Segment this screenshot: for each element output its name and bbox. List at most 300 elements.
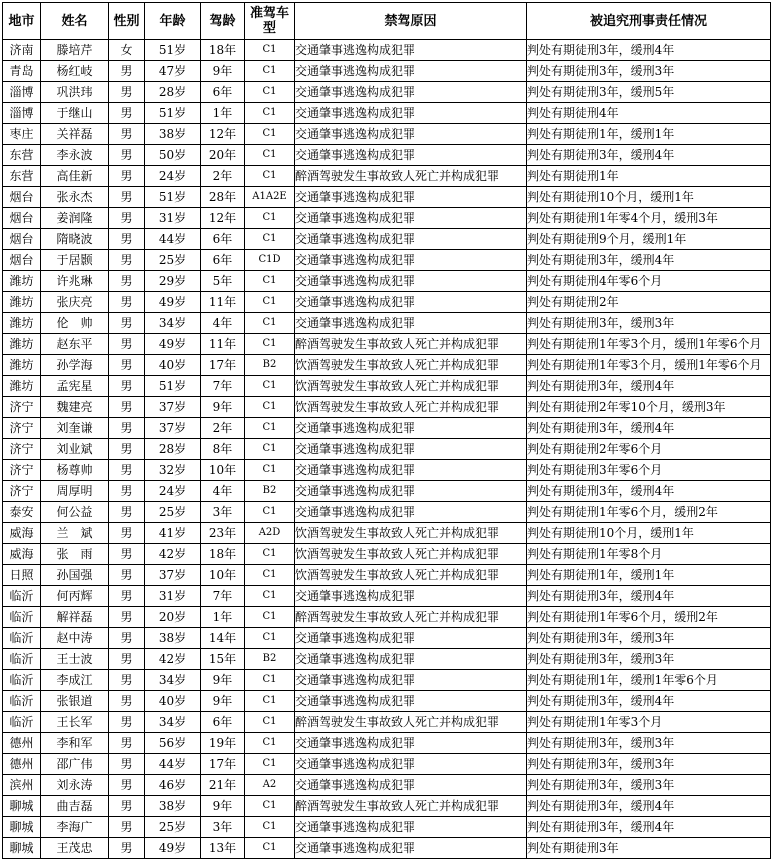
- table-row: [3, 397, 771, 418]
- cell-city: 潍坊: [3, 313, 41, 334]
- cell-age: 34岁: [145, 670, 201, 691]
- cell-license-class: C1: [245, 271, 295, 292]
- table-row: [3, 250, 771, 271]
- cell-driving-years: 3年: [201, 502, 245, 523]
- cell-city: 威海: [3, 523, 41, 544]
- cell-city: 德州: [3, 733, 41, 754]
- cell-city: 临沂: [3, 649, 41, 670]
- cell-license-class: C1: [245, 670, 295, 691]
- table-row: [3, 334, 771, 355]
- cell-city: 临沂: [3, 628, 41, 649]
- cell-age: 40岁: [145, 355, 201, 376]
- cell-age: 47岁: [145, 61, 201, 82]
- cell-gender: 男: [109, 607, 145, 628]
- cell-license-class: C1: [245, 439, 295, 460]
- table-row: [3, 628, 771, 649]
- cell-criminal-liability: 判处有期徒刑3年，缓刑4年: [527, 418, 771, 439]
- cell-age: 37岁: [145, 565, 201, 586]
- cell-gender: 男: [109, 439, 145, 460]
- cell-gender: 男: [109, 649, 145, 670]
- cell-license-class: C1: [245, 796, 295, 817]
- cell-name: 杨尊帅: [41, 460, 109, 481]
- cell-ban-reason: 交通肇事逃逸构成犯罪: [295, 82, 527, 103]
- cell-age: 46岁: [145, 775, 201, 796]
- cell-driving-years: 17年: [201, 754, 245, 775]
- cell-driving-years: 6年: [201, 229, 245, 250]
- cell-city: 临沂: [3, 607, 41, 628]
- cell-name: 周厚明: [41, 481, 109, 502]
- table-row: [3, 376, 771, 397]
- cell-gender: 男: [109, 187, 145, 208]
- cell-ban-reason: 饮酒驾驶发生事故致人死亡并构成犯罪: [295, 397, 527, 418]
- cell-age: 44岁: [145, 229, 201, 250]
- cell-license-class: C1: [245, 313, 295, 334]
- cell-criminal-liability: 判处有期徒刑3年，缓刑3年: [527, 733, 771, 754]
- cell-license-class: C1: [245, 124, 295, 145]
- cell-license-class: C1: [245, 502, 295, 523]
- cell-gender: 男: [109, 460, 145, 481]
- cell-gender: 男: [109, 271, 145, 292]
- cell-name: 关祥磊: [41, 124, 109, 145]
- cell-name: 隋晓波: [41, 229, 109, 250]
- cell-age: 41岁: [145, 523, 201, 544]
- cell-age: 25岁: [145, 250, 201, 271]
- cell-gender: 男: [109, 733, 145, 754]
- cell-name: 许兆琳: [41, 271, 109, 292]
- cell-city: 济宁: [3, 481, 41, 502]
- cell-gender: 男: [109, 754, 145, 775]
- cell-driving-years: 8年: [201, 439, 245, 460]
- cell-license-class: C1: [245, 838, 295, 859]
- cell-license-class: C1: [245, 82, 295, 103]
- cell-driving-years: 1年: [201, 607, 245, 628]
- cell-city: 潍坊: [3, 292, 41, 313]
- cell-city: 济宁: [3, 439, 41, 460]
- cell-ban-reason: 饮酒驾驶发生事故致人死亡并构成犯罪: [295, 523, 527, 544]
- cell-city: 潍坊: [3, 271, 41, 292]
- cell-age: 49岁: [145, 334, 201, 355]
- cell-ban-reason: 交通肇事逃逸构成犯罪: [295, 628, 527, 649]
- cell-name: 杨红岐: [41, 61, 109, 82]
- cell-city: 济宁: [3, 397, 41, 418]
- cell-ban-reason: 交通肇事逃逸构成犯罪: [295, 292, 527, 313]
- cell-ban-reason: 交通肇事逃逸构成犯罪: [295, 670, 527, 691]
- cell-criminal-liability: 判处有期徒刑3年，缓刑4年: [527, 40, 771, 61]
- cell-age: 44岁: [145, 754, 201, 775]
- cell-gender: 男: [109, 103, 145, 124]
- cell-gender: 男: [109, 292, 145, 313]
- banned-drivers-table: [2, 2, 771, 859]
- cell-ban-reason: 醉酒驾驶发生事故致人死亡并构成犯罪: [295, 712, 527, 733]
- cell-driving-years: 9年: [201, 691, 245, 712]
- cell-gender: 男: [109, 796, 145, 817]
- header-row: [3, 3, 771, 40]
- cell-driving-years: 9年: [201, 670, 245, 691]
- cell-license-class: C1: [245, 712, 295, 733]
- table-row: [3, 145, 771, 166]
- cell-name: 张银道: [41, 691, 109, 712]
- cell-age: 37岁: [145, 418, 201, 439]
- cell-age: 32岁: [145, 460, 201, 481]
- cell-license-class: A2D: [245, 523, 295, 544]
- cell-license-class: C1: [245, 691, 295, 712]
- cell-ban-reason: 交通肇事逃逸构成犯罪: [295, 145, 527, 166]
- cell-name: 王士波: [41, 649, 109, 670]
- cell-driving-years: 4年: [201, 313, 245, 334]
- cell-age: 42岁: [145, 649, 201, 670]
- cell-license-class: C1: [245, 103, 295, 124]
- cell-age: 56岁: [145, 733, 201, 754]
- cell-name: 孙国强: [41, 565, 109, 586]
- cell-ban-reason: 醉酒驾驶发生事故致人死亡并构成犯罪: [295, 334, 527, 355]
- cell-driving-years: 18年: [201, 544, 245, 565]
- table-row: [3, 502, 771, 523]
- cell-ban-reason: 交通肇事逃逸构成犯罪: [295, 418, 527, 439]
- cell-name: 于继山: [41, 103, 109, 124]
- cell-age: 38岁: [145, 628, 201, 649]
- cell-driving-years: 6年: [201, 82, 245, 103]
- cell-gender: 男: [109, 229, 145, 250]
- header-driving-years: 驾龄: [201, 3, 245, 40]
- cell-driving-years: 4年: [201, 481, 245, 502]
- cell-gender: 男: [109, 481, 145, 502]
- cell-gender: 男: [109, 523, 145, 544]
- cell-license-class: C1: [245, 145, 295, 166]
- cell-license-class: B2: [245, 355, 295, 376]
- table-row: [3, 418, 771, 439]
- cell-license-class: A2: [245, 775, 295, 796]
- cell-gender: 男: [109, 355, 145, 376]
- cell-city: 济宁: [3, 460, 41, 481]
- cell-age: 25岁: [145, 817, 201, 838]
- cell-name: 兰 斌: [41, 523, 109, 544]
- cell-name: 孙学海: [41, 355, 109, 376]
- cell-ban-reason: 交通肇事逃逸构成犯罪: [295, 61, 527, 82]
- cell-name: 何公益: [41, 502, 109, 523]
- cell-driving-years: 6年: [201, 712, 245, 733]
- header-gender: 性别: [109, 3, 145, 40]
- cell-ban-reason: 醉酒驾驶发生事故致人死亡并构成犯罪: [295, 166, 527, 187]
- table-row: [3, 271, 771, 292]
- cell-driving-years: 1年: [201, 103, 245, 124]
- header-age: 年龄: [145, 3, 201, 40]
- cell-name: 刘永涛: [41, 775, 109, 796]
- cell-age: 51岁: [145, 376, 201, 397]
- cell-license-class: C1: [245, 418, 295, 439]
- cell-criminal-liability: 判处有期徒刑10个月，缓刑1年: [527, 187, 771, 208]
- cell-license-class: A1A2E: [245, 187, 295, 208]
- cell-license-class: C1D: [245, 250, 295, 271]
- table-row: [3, 292, 771, 313]
- cell-ban-reason: 交通肇事逃逸构成犯罪: [295, 271, 527, 292]
- cell-name: 张庆亮: [41, 292, 109, 313]
- cell-license-class: C1: [245, 376, 295, 397]
- cell-criminal-liability: 判处有期徒刑3年，缓刑4年: [527, 796, 771, 817]
- cell-age: 50岁: [145, 145, 201, 166]
- cell-ban-reason: 饮酒驾驶发生事故致人死亡并构成犯罪: [295, 544, 527, 565]
- table-row: [3, 481, 771, 502]
- table-row: [3, 208, 771, 229]
- cell-criminal-liability: 判处有期徒刑3年，缓刑3年: [527, 754, 771, 775]
- header-ban-reason: 禁驾原因: [295, 3, 527, 40]
- cell-city: 聊城: [3, 817, 41, 838]
- cell-name: 王长军: [41, 712, 109, 733]
- table-row: [3, 607, 771, 628]
- cell-driving-years: 23年: [201, 523, 245, 544]
- cell-driving-years: 20年: [201, 145, 245, 166]
- cell-license-class: C1: [245, 733, 295, 754]
- cell-license-class: C1: [245, 292, 295, 313]
- cell-criminal-liability: 判处有期徒刑1年零4个月，缓刑3年: [527, 208, 771, 229]
- table-row: [3, 355, 771, 376]
- cell-ban-reason: 交通肇事逃逸构成犯罪: [295, 250, 527, 271]
- cell-gender: 男: [109, 124, 145, 145]
- cell-driving-years: 6年: [201, 250, 245, 271]
- cell-ban-reason: 交通肇事逃逸构成犯罪: [295, 208, 527, 229]
- cell-age: 49岁: [145, 292, 201, 313]
- cell-age: 31岁: [145, 208, 201, 229]
- table-row: [3, 817, 771, 838]
- cell-license-class: C1: [245, 586, 295, 607]
- cell-gender: 男: [109, 313, 145, 334]
- cell-ban-reason: 饮酒驾驶发生事故致人死亡并构成犯罪: [295, 376, 527, 397]
- cell-driving-years: 7年: [201, 586, 245, 607]
- cell-name: 姜润隆: [41, 208, 109, 229]
- cell-name: 李和军: [41, 733, 109, 754]
- cell-license-class: B2: [245, 481, 295, 502]
- cell-criminal-liability: 判处有期徒刑3年，缓刑4年: [527, 817, 771, 838]
- cell-criminal-liability: 判处有期徒刑1年零6个月，缓刑2年: [527, 607, 771, 628]
- cell-driving-years: 21年: [201, 775, 245, 796]
- cell-age: 42岁: [145, 544, 201, 565]
- cell-license-class: C1: [245, 628, 295, 649]
- table-row: [3, 166, 771, 187]
- table-row: [3, 670, 771, 691]
- cell-driving-years: 9年: [201, 61, 245, 82]
- cell-gender: 男: [109, 502, 145, 523]
- cell-gender: 男: [109, 397, 145, 418]
- table-row: [3, 460, 771, 481]
- cell-ban-reason: 交通肇事逃逸构成犯罪: [295, 775, 527, 796]
- table-body: [3, 40, 771, 859]
- header-city: 地市: [3, 3, 41, 40]
- cell-ban-reason: 交通肇事逃逸构成犯罪: [295, 481, 527, 502]
- cell-name: 张永杰: [41, 187, 109, 208]
- cell-criminal-liability: 判处有期徒刑9个月，缓刑1年: [527, 229, 771, 250]
- cell-city: 东营: [3, 166, 41, 187]
- cell-age: 37岁: [145, 397, 201, 418]
- cell-license-class: B2: [245, 649, 295, 670]
- cell-gender: 男: [109, 418, 145, 439]
- cell-name: 魏建亮: [41, 397, 109, 418]
- header-license-class: 准驾车型: [245, 3, 295, 40]
- table-row: [3, 754, 771, 775]
- cell-ban-reason: 交通肇事逃逸构成犯罪: [295, 754, 527, 775]
- cell-age: 34岁: [145, 712, 201, 733]
- cell-name: 刘业斌: [41, 439, 109, 460]
- cell-name: 孟宪星: [41, 376, 109, 397]
- cell-criminal-liability: 判处有期徒刑2年零6个月: [527, 439, 771, 460]
- cell-criminal-liability: 判处有期徒刑2年零10个月，缓刑3年: [527, 397, 771, 418]
- cell-age: 25岁: [145, 502, 201, 523]
- cell-criminal-liability: 判处有期徒刑3年，缓刑4年: [527, 145, 771, 166]
- cell-gender: 男: [109, 334, 145, 355]
- cell-license-class: C1: [245, 817, 295, 838]
- cell-age: 31岁: [145, 586, 201, 607]
- table-row: [3, 796, 771, 817]
- cell-license-class: C1: [245, 754, 295, 775]
- cell-criminal-liability: 判处有期徒刑3年，缓刑3年: [527, 775, 771, 796]
- cell-city: 日照: [3, 565, 41, 586]
- table-row: [3, 733, 771, 754]
- cell-license-class: C1: [245, 166, 295, 187]
- cell-ban-reason: 交通肇事逃逸构成犯罪: [295, 838, 527, 859]
- cell-age: 40岁: [145, 691, 201, 712]
- table-row: [3, 40, 771, 61]
- cell-gender: 男: [109, 61, 145, 82]
- cell-gender: 男: [109, 82, 145, 103]
- cell-ban-reason: 交通肇事逃逸构成犯罪: [295, 124, 527, 145]
- cell-ban-reason: 交通肇事逃逸构成犯罪: [295, 817, 527, 838]
- cell-gender: 男: [109, 208, 145, 229]
- cell-gender: 男: [109, 775, 145, 796]
- cell-driving-years: 2年: [201, 418, 245, 439]
- cell-criminal-liability: 判处有期徒刑3年，缓刑4年: [527, 691, 771, 712]
- cell-gender: 男: [109, 166, 145, 187]
- cell-driving-years: 11年: [201, 334, 245, 355]
- cell-age: 29岁: [145, 271, 201, 292]
- cell-city: 烟台: [3, 187, 41, 208]
- table-row: [3, 439, 771, 460]
- cell-ban-reason: 饮酒驾驶发生事故致人死亡并构成犯罪: [295, 565, 527, 586]
- cell-ban-reason: 交通肇事逃逸构成犯罪: [295, 40, 527, 61]
- cell-age: 28岁: [145, 439, 201, 460]
- cell-city: 济南: [3, 40, 41, 61]
- cell-name: 赵中涛: [41, 628, 109, 649]
- cell-gender: 男: [109, 817, 145, 838]
- cell-license-class: C1: [245, 460, 295, 481]
- table-row: [3, 544, 771, 565]
- cell-ban-reason: 交通肇事逃逸构成犯罪: [295, 649, 527, 670]
- cell-age: 24岁: [145, 481, 201, 502]
- cell-name: 曲吉磊: [41, 796, 109, 817]
- cell-age: 51岁: [145, 103, 201, 124]
- cell-ban-reason: 交通肇事逃逸构成犯罪: [295, 439, 527, 460]
- cell-city: 聊城: [3, 796, 41, 817]
- cell-name: 于居颢: [41, 250, 109, 271]
- cell-criminal-liability: 判处有期徒刑2年: [527, 292, 771, 313]
- cell-ban-reason: 交通肇事逃逸构成犯罪: [295, 502, 527, 523]
- cell-city: 淄博: [3, 103, 41, 124]
- cell-city: 临沂: [3, 691, 41, 712]
- cell-criminal-liability: 判处有期徒刑10个月，缓刑1年: [527, 523, 771, 544]
- cell-criminal-liability: 判处有期徒刑4年零6个月: [527, 271, 771, 292]
- cell-criminal-liability: 判处有期徒刑3年，缓刑3年: [527, 649, 771, 670]
- cell-city: 烟台: [3, 250, 41, 271]
- cell-driving-years: 12年: [201, 208, 245, 229]
- table-row: [3, 187, 771, 208]
- cell-city: 滨州: [3, 775, 41, 796]
- cell-age: 20岁: [145, 607, 201, 628]
- cell-gender: 男: [109, 544, 145, 565]
- cell-gender: 男: [109, 586, 145, 607]
- cell-driving-years: 12年: [201, 124, 245, 145]
- table-row: [3, 523, 771, 544]
- cell-criminal-liability: 判处有期徒刑3年零6个月: [527, 460, 771, 481]
- cell-driving-years: 3年: [201, 817, 245, 838]
- cell-age: 28岁: [145, 82, 201, 103]
- cell-driving-years: 2年: [201, 166, 245, 187]
- cell-criminal-liability: 判处有期徒刑3年，缓刑3年: [527, 313, 771, 334]
- cell-driving-years: 10年: [201, 565, 245, 586]
- header-criminal-liability: 被追究刑事责任情况: [527, 3, 771, 40]
- cell-city: 东营: [3, 145, 41, 166]
- table-row: [3, 61, 771, 82]
- cell-criminal-liability: 判处有期徒刑3年，缓刑4年: [527, 481, 771, 502]
- cell-city: 德州: [3, 754, 41, 775]
- cell-driving-years: 10年: [201, 460, 245, 481]
- cell-ban-reason: 交通肇事逃逸构成犯罪: [295, 187, 527, 208]
- cell-criminal-liability: 判处有期徒刑3年，缓刑3年: [527, 628, 771, 649]
- cell-age: 51岁: [145, 187, 201, 208]
- cell-license-class: C1: [245, 40, 295, 61]
- cell-gender: 男: [109, 670, 145, 691]
- header-name: 姓名: [41, 3, 109, 40]
- cell-age: 24岁: [145, 166, 201, 187]
- cell-gender: 男: [109, 376, 145, 397]
- cell-city: 泰安: [3, 502, 41, 523]
- cell-ban-reason: 交通肇事逃逸构成犯罪: [295, 313, 527, 334]
- cell-criminal-liability: 判处有期徒刑3年，缓刑3年: [527, 61, 771, 82]
- cell-city: 临沂: [3, 670, 41, 691]
- cell-city: 聊城: [3, 838, 41, 859]
- cell-criminal-liability: 判处有期徒刑1年零6个月，缓刑2年: [527, 502, 771, 523]
- cell-criminal-liability: 判处有期徒刑1年，缓刑1年: [527, 565, 771, 586]
- cell-criminal-liability: 判处有期徒刑3年: [527, 838, 771, 859]
- cell-name: 高佳新: [41, 166, 109, 187]
- cell-name: 李成江: [41, 670, 109, 691]
- cell-driving-years: 9年: [201, 397, 245, 418]
- table-row: [3, 691, 771, 712]
- cell-driving-years: 13年: [201, 838, 245, 859]
- cell-driving-years: 5年: [201, 271, 245, 292]
- cell-name: 赵东平: [41, 334, 109, 355]
- cell-city: 临沂: [3, 586, 41, 607]
- cell-name: 张 雨: [41, 544, 109, 565]
- cell-age: 51岁: [145, 40, 201, 61]
- cell-city: 威海: [3, 544, 41, 565]
- cell-driving-years: 11年: [201, 292, 245, 313]
- table-row: [3, 313, 771, 334]
- cell-ban-reason: 交通肇事逃逸构成犯罪: [295, 229, 527, 250]
- cell-license-class: C1: [245, 229, 295, 250]
- cell-gender: 女: [109, 40, 145, 61]
- cell-criminal-liability: 判处有期徒刑1年零3个月，缓刑1年零6个月: [527, 355, 771, 376]
- cell-name: 李海广: [41, 817, 109, 838]
- cell-license-class: C1: [245, 334, 295, 355]
- cell-city: 济宁: [3, 418, 41, 439]
- cell-license-class: C1: [245, 397, 295, 418]
- table-row: [3, 586, 771, 607]
- cell-city: 枣庄: [3, 124, 41, 145]
- cell-criminal-liability: 判处有期徒刑3年，缓刑5年: [527, 82, 771, 103]
- table-row: [3, 838, 771, 859]
- cell-criminal-liability: 判处有期徒刑1年: [527, 166, 771, 187]
- table-row: [3, 649, 771, 670]
- cell-license-class: C1: [245, 208, 295, 229]
- cell-city: 潍坊: [3, 355, 41, 376]
- cell-license-class: C1: [245, 607, 295, 628]
